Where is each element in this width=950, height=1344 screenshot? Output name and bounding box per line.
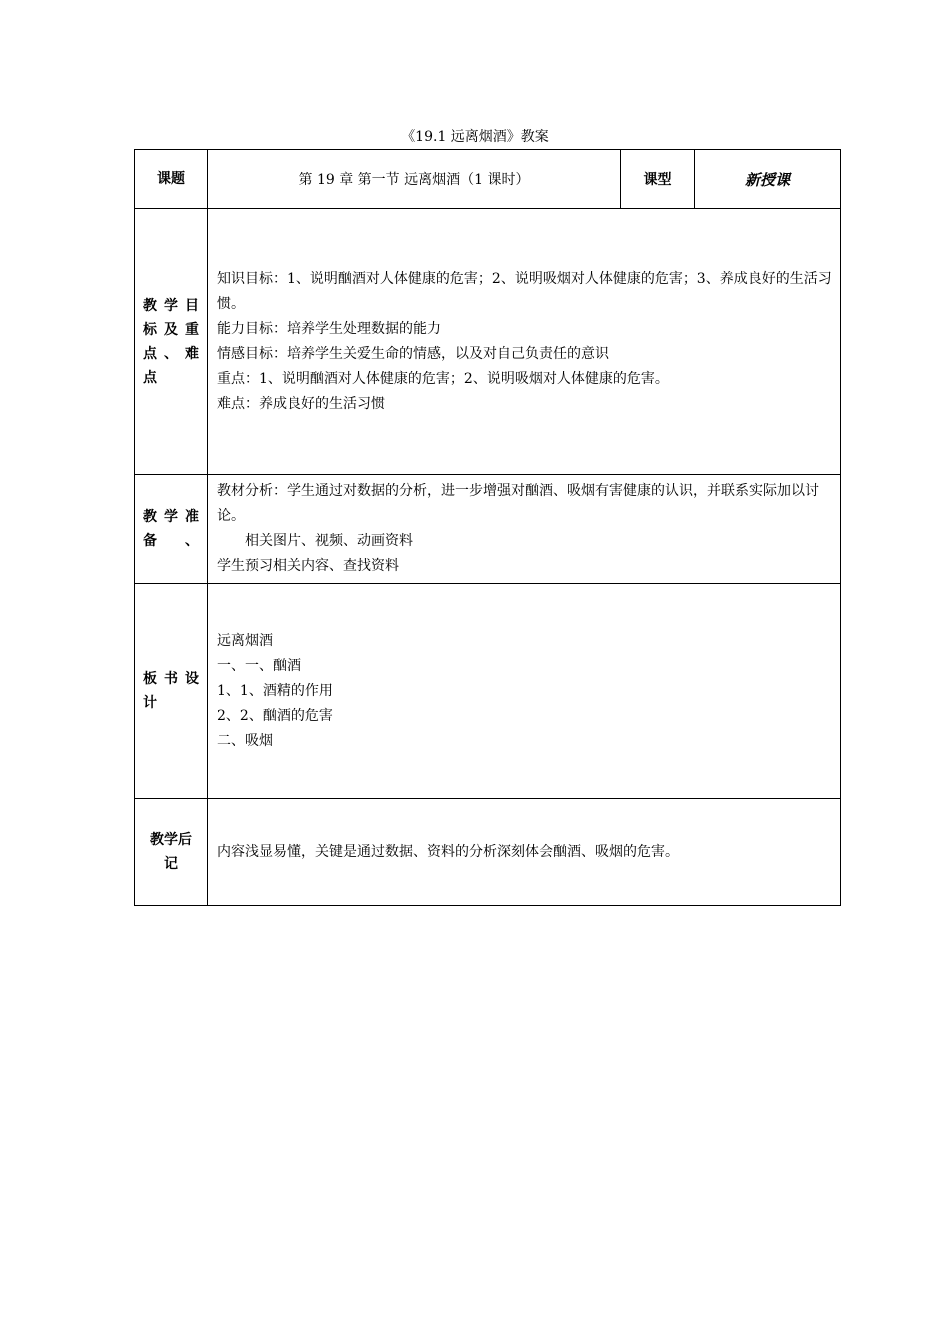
objectives-label-line: 教学目 — [143, 297, 199, 314]
board-item: 二、吸烟 — [217, 732, 273, 749]
student-preview: 学生预习相关内容、查找资料 — [217, 558, 399, 574]
emotion-objective: 情感目标：培养学生关爱生命的情感，以及对自己负责任的意识 — [217, 345, 609, 362]
board-design-row — [135, 584, 841, 799]
reflection-content — [208, 799, 841, 906]
topic-label: 课题 — [135, 150, 208, 209]
board-label-line: 板书设 — [143, 671, 199, 687]
board-title: 远离烟酒 — [217, 632, 273, 649]
media-resources: 相关图片、视频、动画资料 — [245, 533, 413, 549]
board-design-label — [135, 584, 208, 799]
preparation-row — [135, 475, 841, 584]
objectives-label-line: 标及重 — [143, 321, 199, 338]
reflection-label-line: 记 — [164, 856, 178, 872]
board-item: 2、2、酗酒的危害 — [217, 707, 333, 724]
reflection-label — [135, 799, 208, 906]
board-item: 1、1、酒精的作用 — [217, 682, 333, 699]
objectives-label — [135, 209, 208, 475]
key-point: 重点：1、说明酗酒对人体健康的危害；2、说明吸烟对人体健康的危害。 — [217, 370, 669, 387]
topic-row — [135, 150, 841, 209]
board-label-line: 计 — [143, 695, 157, 711]
board-design-content — [208, 584, 841, 799]
ability-objective: 能力目标：培养学生处理数据的能力 — [217, 320, 441, 337]
knowledge-objective: 知识目标：1、说明酗酒对人体健康的危害；2、说明吸烟对人体健康的危害；3、养成良好的生活习惯。 — [217, 270, 832, 312]
difficult-point: 难点：养成良好的生活习惯 — [217, 395, 385, 412]
objectives-row — [135, 209, 841, 475]
objectives-label-line: 点、难 — [143, 345, 199, 362]
type-value: 新授课 — [695, 150, 841, 209]
lesson-plan-table — [134, 149, 841, 906]
topic-value: 第 19 章 第一节 远离烟酒（1 课时） — [208, 150, 621, 209]
board-item: 一、一、酗酒 — [217, 657, 301, 674]
document-title: 《19.1 远离烟酒》教案 — [401, 129, 549, 145]
reflection-text: 内容浅显易懂，关键是通过数据、资料的分析深刻体会酗酒、吸烟的危害。 — [217, 843, 679, 860]
preparation-label-line: 教学准 — [143, 509, 199, 525]
material-analysis: 教材分析：学生通过对数据的分析，进一步增强对酗酒、吸烟有害健康的认识，并联系实际加以讨论。 — [217, 483, 819, 524]
preparation-label — [135, 475, 208, 584]
reflection-row — [135, 799, 841, 906]
objectives-label-line: 点 — [143, 369, 157, 386]
objectives-content — [208, 209, 841, 475]
type-label: 课型 — [621, 150, 695, 209]
preparation-content — [208, 475, 841, 584]
reflection-label-line: 教学后 — [150, 832, 192, 848]
preparation-label-line: 备 、 — [143, 533, 199, 549]
